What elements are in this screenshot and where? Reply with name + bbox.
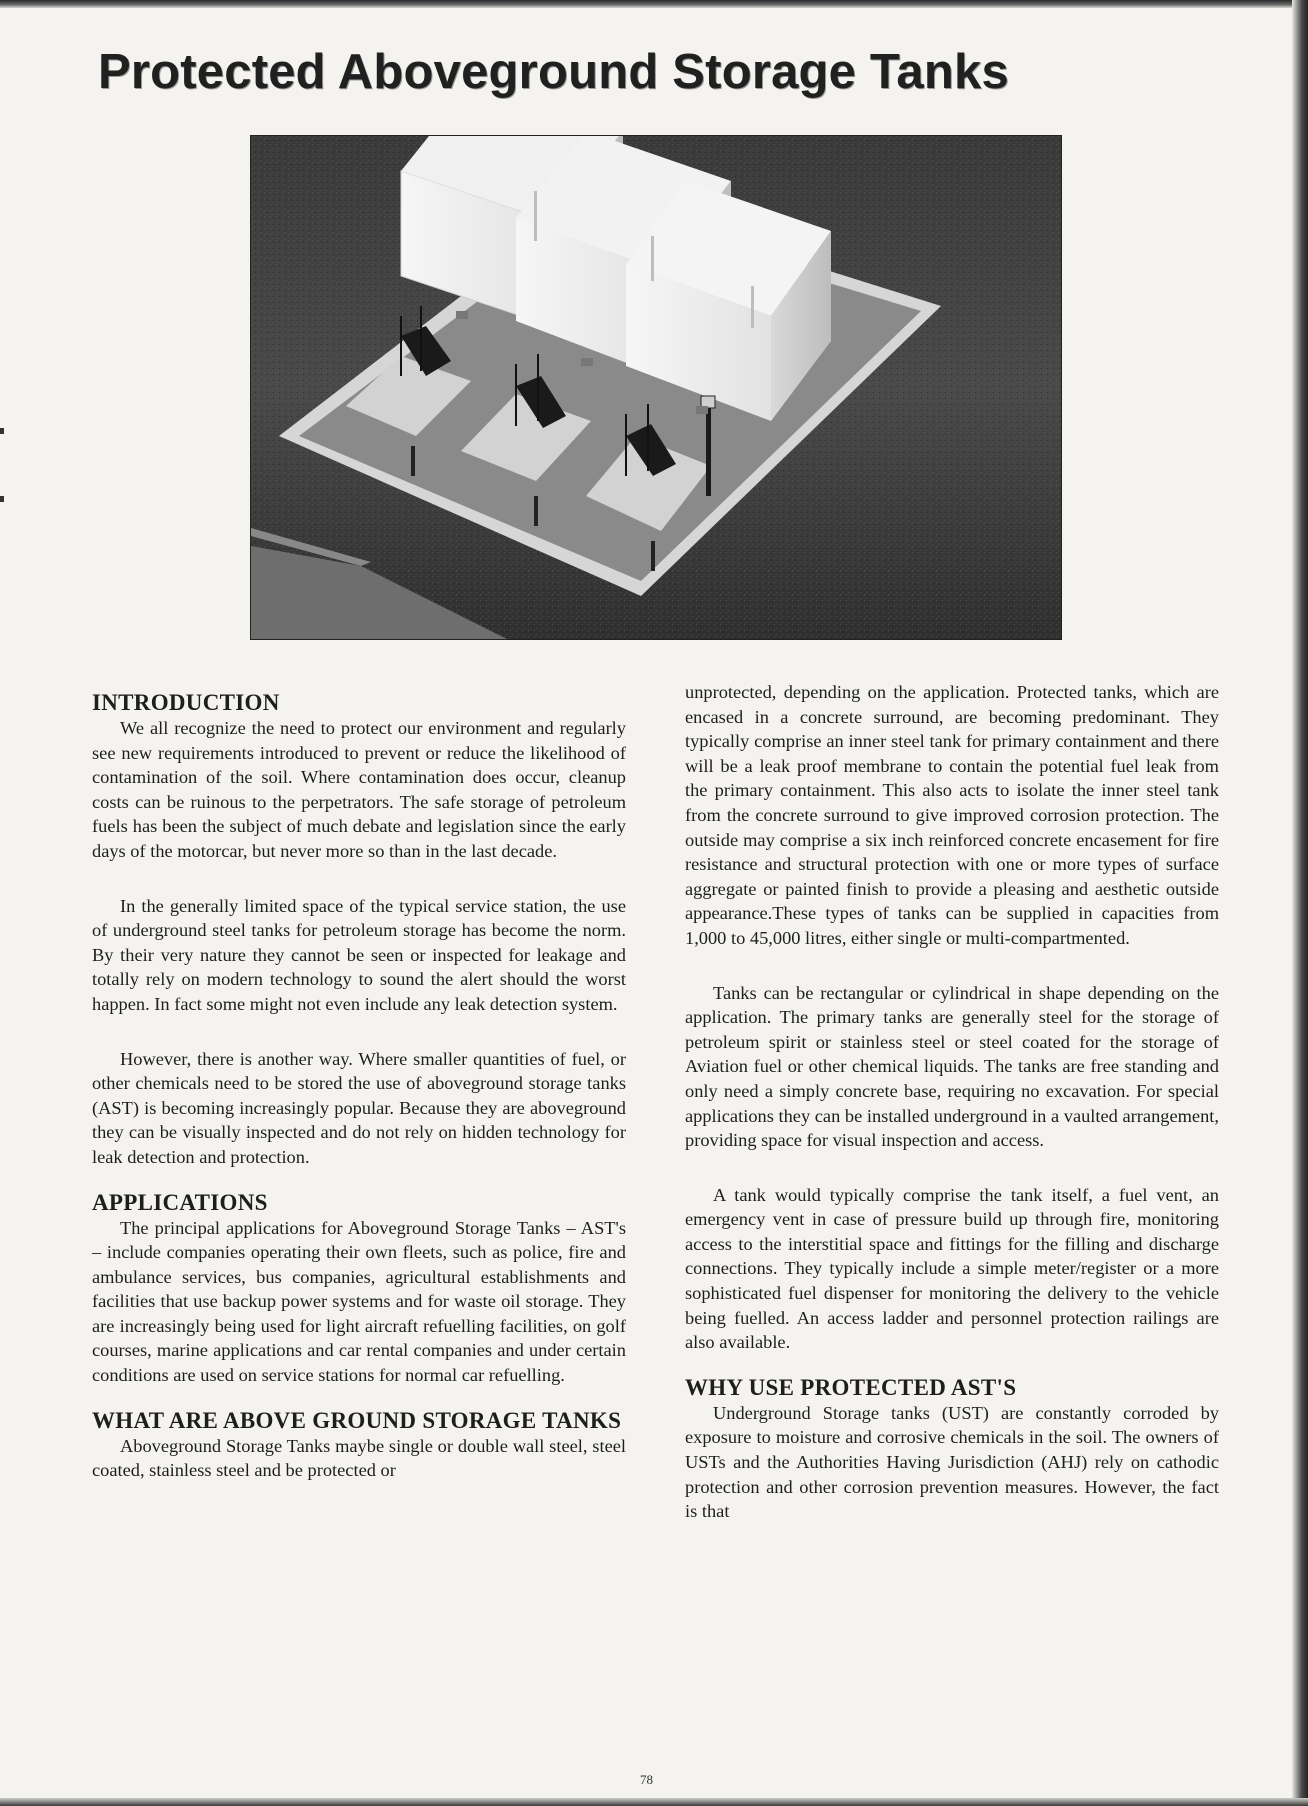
top-binding-edge: [0, 0, 1308, 8]
scan-mark: [0, 496, 4, 502]
what-are-heading: WHAT ARE ABOVE GROUND STORAGE TANKS: [92, 1407, 622, 1433]
left-column: [92, 690, 626, 1483]
right-column: [685, 680, 1219, 1524]
right-paragraph-2: Tanks can be rectangular or cylindrical in shape depending on the application. The primary tanks are generally steel for the storage of petroleum spirit or stainless steel or steel coated for the storage of Aviation fuel or other chemical liquids. The tanks are free standing and only need a simply concrete base, requiring no excavation. For special applications they can be installed underground in a vaulted arrangement, providing space for visual inspection and access.: [685, 982, 1219, 1151]
introduction-paragraph-1: We all recognize the need to protect our environment and regularly see new requirements introduced to prevent or reduce the likelihood of contamination of the soil. Where contamination does occur, cleanup costs can be ruinous to the perpetrators. The safe storage of petroleum fuels has been the subject of much debate and legislation since the early days of the motorcar, but never more so than in the last decade.: [92, 718, 626, 861]
applications-paragraph: The principal applications for Aboveground Storage Tanks – AST's – include companies operating their own fleets, such as police, fire and ambulance services, bus companies, agricultural establishments and facilities that use backup power systems and for waste oil storage. They are increasingly being used for light aircraft refuelling facilities, on golf courses, marine applications and car rental companies and under certain conditions are used on service stations for normal car refuelling.: [92, 1217, 626, 1386]
scan-mark: [0, 428, 4, 434]
why-use-paragraph: Underground Storage tanks (UST) are constantly corroded by exposure to moisture and corrosive chemicals in the soil. The owners of USTs and the Authorities Having Jurisdiction (AHJ) rely on cathodic protection and other corrosion prevention measures. However, the fact is that: [685, 1402, 1219, 1522]
storage-tanks-photo: [250, 135, 1062, 640]
applications-heading: APPLICATIONS: [92, 1189, 268, 1215]
introduction-paragraph-2: In the generally limited space of the typical service station, the use of underground steel tanks for petroleum storage has become the norm. By their very nature they cannot be seen or inspected for leakage and totally rely on modern technology to sound the alert should the worst happen. In fact some might not even include any leak detection system.: [92, 895, 626, 1014]
why-use-heading: WHY USE PROTECTED AST'S: [685, 1374, 1017, 1400]
bottom-binding-edge: [0, 1798, 1308, 1806]
page-title: Protected Aboveground Storage Tanks: [98, 45, 1009, 99]
introduction-paragraph-3: However, there is another way. Where smaller quantities of fuel, or other chemicals need to be stored the use of aboveground storage tanks (AST) is becoming increasingly popular. Because they are aboveground they can be visually inspected and do not rely on hidden technology for leak detection and protection.: [92, 1048, 626, 1167]
page-number: 78: [640, 1772, 653, 1787]
right-paragraph-3: A tank would typically comprise the tank itself, a fuel vent, an emergency vent in case of pressure build up through fire, monitoring access to the interstitial space and fittings for the filling and discharge connections. They typically include a simple meter/register or a more sophisticated fuel dispenser for monitoring the delivery to the vehicle being fuelled. An access ladder and personnel protection railings are also available.: [685, 1184, 1219, 1353]
what-are-paragraph: Aboveground Storage Tanks maybe single or double wall steel, steel coated, stainless steel and be protected or: [92, 1435, 626, 1481]
right-binding-edge: [1292, 0, 1308, 1806]
introduction-heading: INTRODUCTION: [92, 690, 280, 715]
right-paragraph-1: unprotected, depending on the application. Protected tanks, which are encased in a concrete surround, are becoming predominant. They typically comprise an inner steel tank for primary containment and there will be a leak proof membrane to contain the potential fuel leak from the primary containment. This also acts to isolate the inner steel tank from the concrete surround to give improved corrosion protection. The outside may comprise a six inch reinforced concrete encasement for fire resistance and structural protection with one or more types of surface aggregate or painted finish to provide a pleasing and aesthetic outside appearance.These types of tanks can be supplied in capacities from 1,000 to 45,000 litres, either single or multi-compartmented.: [685, 682, 1219, 948]
